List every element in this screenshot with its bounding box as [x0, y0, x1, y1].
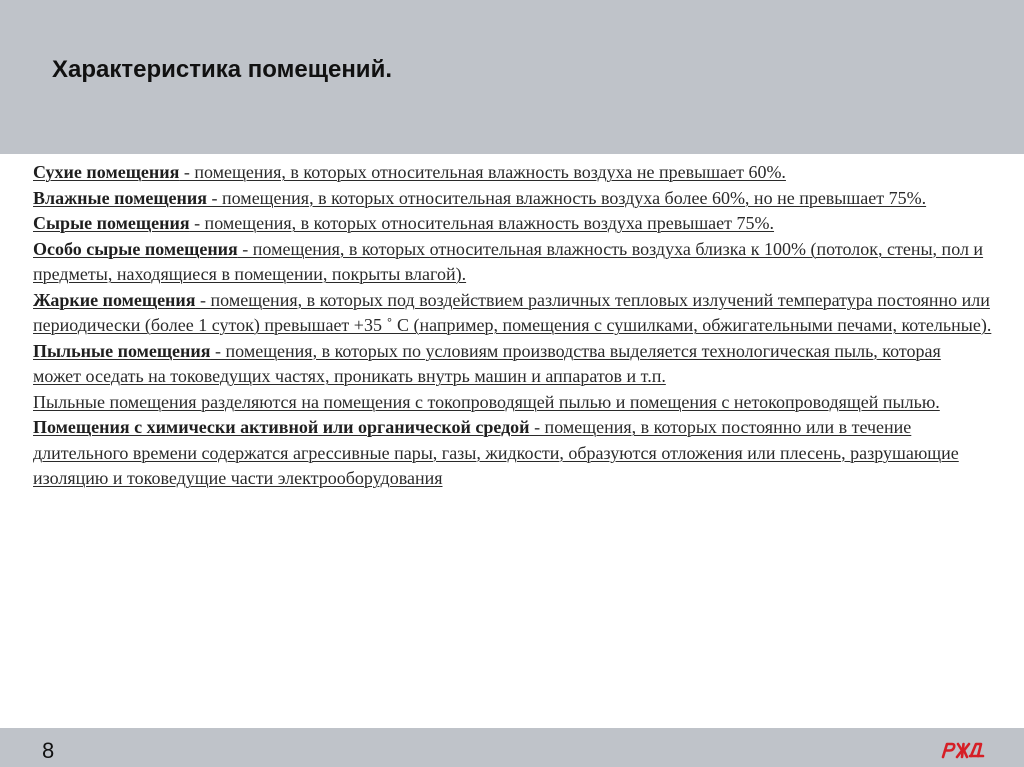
rzd-logo-icon: [940, 740, 986, 760]
term: Пыльные помещения: [33, 340, 211, 361]
paragraph-dry: [33, 160, 993, 186]
definition: - помещения, в которых под воздействием различных тепловых излучений температура постоянно или периодически (более 1 суток) превышает +35 ˚ С (например, помещения с сушилками, обжигательными печами, котельные).: [33, 289, 992, 335]
paragraph-humid: [33, 186, 993, 212]
paragraph-chemical: [33, 415, 993, 492]
paragraph-hot: [33, 288, 993, 339]
page-number: 8: [42, 738, 55, 763]
definition: - помещения, в которых относительная влажность воздуха не превышает 60%.: [179, 162, 786, 182]
paragraph-dusty-types: [33, 390, 993, 416]
definition: - помещения, в которых относительная влажность воздуха более 60%, но не превышает 75%.: [207, 187, 927, 208]
term: Помещения с химически активной или органической средой: [33, 417, 530, 437]
footer-band: [0, 728, 1024, 767]
definition: - помещения, в которых относительная влажность воздуха превышает 75%.: [189, 213, 775, 233]
definition: - помещения, в которых относительная влажность воздуха близка к 100% (потолок, стены, пол и предметы, находящиеся в помещении, покрыты влагой).: [33, 238, 984, 284]
term: Влажные помещения: [33, 187, 208, 208]
term: Жаркие помещения: [33, 289, 196, 310]
term: Сухие помещения: [33, 162, 180, 182]
paragraph-very-damp: [33, 237, 993, 288]
definition: - помещения, в которых по условиям производства выделяется технологическая пыль, которая может оседать на токоведущих частях, проникать внутрь машин и аппаратов и т.п.: [33, 340, 941, 386]
paragraph-damp: [33, 211, 993, 237]
definition: Пыльные помещения разделяются на помещения с токопроводящей пылью и помещения с нетокопроводящей пылью.: [33, 391, 940, 412]
definition: - помещения, в которых постоянно или в течение длительного времени содержатся агрессивные пары, газы, жидкости, образуются отложения или плесень, разрушающие изоляцию и токоведущие части электрооборудования: [33, 417, 959, 488]
term: Сырые помещения: [33, 213, 190, 233]
paragraph-dusty: [33, 339, 993, 390]
slide-title: Характеристика помещений.: [52, 56, 392, 83]
content-body: [33, 160, 993, 492]
term: Особо сырые помещения: [33, 238, 238, 259]
